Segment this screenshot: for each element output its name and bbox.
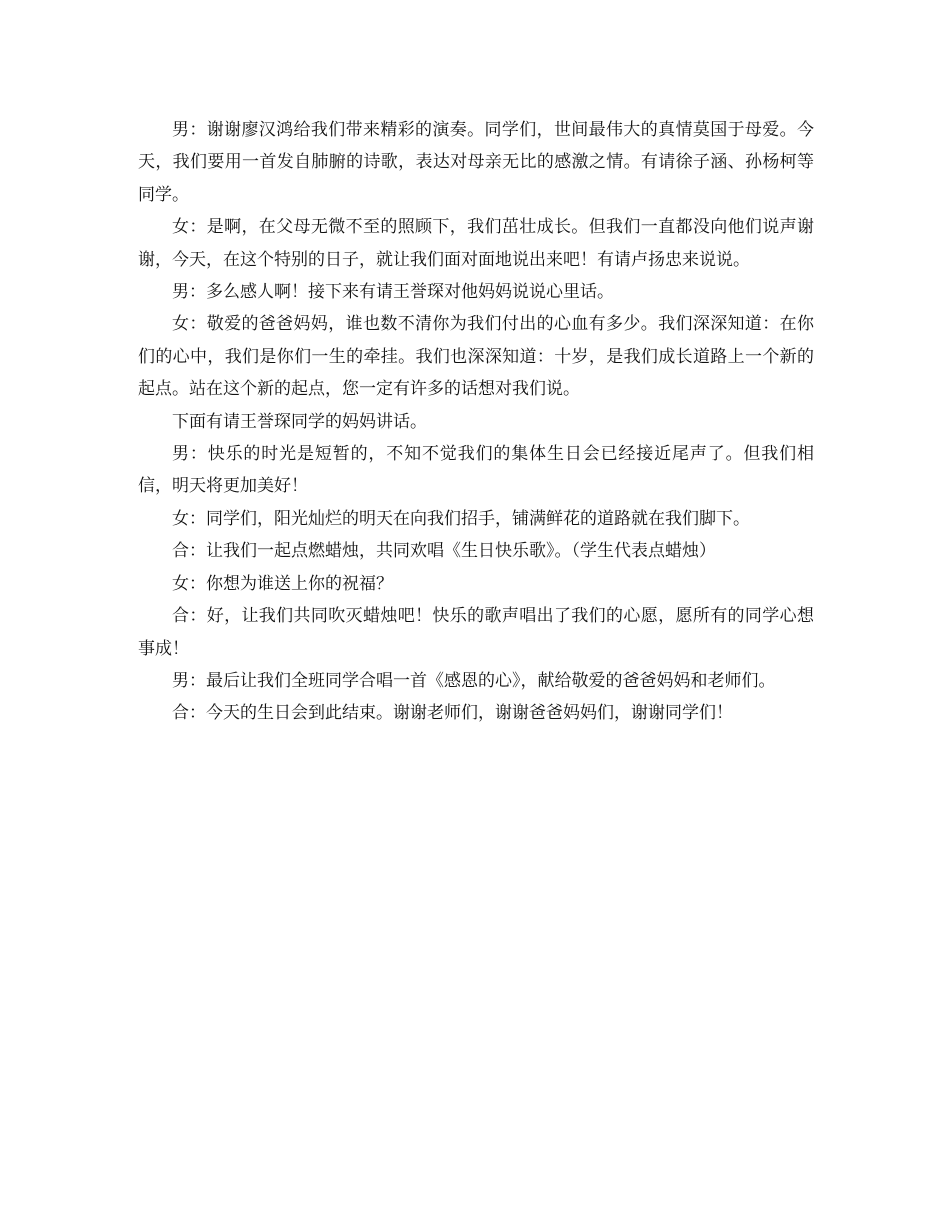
paragraph: 下面有请王誉琛同学的妈妈讲话。 — [172, 411, 427, 432]
paragraph: 合：让我们一起点燃蜡烛，共同欢唱《生日快乐歌》。（学生代表点蜡烛） — [172, 541, 716, 562]
paragraph: 男：快乐的时光是短暂的，不知不觉我们的集体生日会已经接近尾声了。但我们相信，明天将更加美好！ — [138, 444, 814, 497]
paragraph: 女：同学们，阳光灿烂的明天在向我们招手，铺满鲜花的道路就在我们脚下。 — [172, 508, 750, 529]
paragraph: 男：最后让我们全班同学合唱一首《感恩的心》，献给敬爱的爸爸妈妈和老师们。 — [172, 670, 776, 691]
paragraph: 女：你想为谁送上你的祝福？ — [172, 573, 393, 594]
paragraph: 女：是啊，在父母无微不至的照顾下，我们茁壮成长。但我们一直都没向他们说声谢谢，今天，在这个特别的日子，就让我们面对面地说出来吧！有请卢扬忠来说说。 — [138, 217, 814, 270]
paragraph: 男：多么感人啊！接下来有请王誉琛对他妈妈说说心里话。 — [172, 282, 614, 303]
paragraph: 女：敬爱的爸爸妈妈，谁也数不清你为我们付出的心血有多少。我们深深知道：在你们的心中，我们是你们一生的牵挂。我们也深深知道：十岁，是我们成长道路上一个新的起点。站在这个新的起点，您一定有许多的话想对我们说。 — [138, 314, 814, 400]
document-body — [138, 114, 814, 730]
paragraph: 合：今天的生日会到此结束。谢谢老师们，谢谢爸爸妈妈们，谢谢同学们！ — [172, 703, 733, 724]
paragraph: 男：谢谢廖汉鸿给我们带来精彩的演奏。同学们，世间最伟大的真情莫国于母爱。今天，我们要用一首发自肺腑的诗歌，表达对母亲无比的感激之情。有请徐子涵、孙杨柯等同学。 — [138, 120, 814, 205]
paragraph: 合：好，让我们共同吹灭蜡烛吧！快乐的歌声唱出了我们的心愿，愿所有的同学心想事成！ — [138, 606, 814, 659]
